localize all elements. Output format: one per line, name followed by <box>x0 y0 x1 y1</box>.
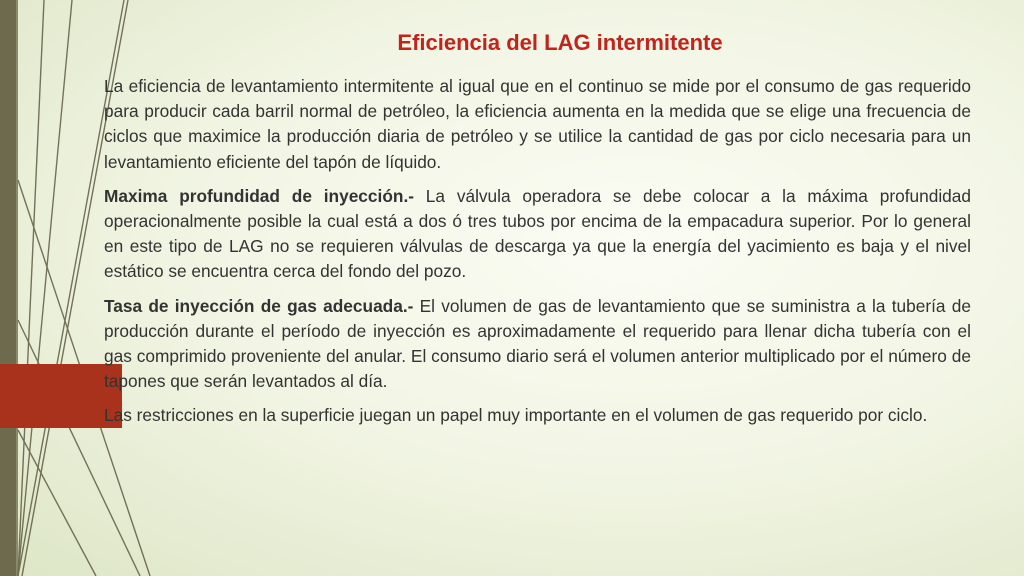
paragraph-max-depth-heading: Maxima profundidad de inyección.- <box>104 185 415 206</box>
paragraph-max-depth <box>104 184 971 285</box>
paragraph-intro <box>104 74 971 175</box>
paragraph-injection-rate-text: El volumen de gas de levantamiento que se suministra a la tubería de producción durante el período de inyección es aproximadamente el requerido para llenar dicha tubería con el gas comprimido proveniente del anular. El consumo diario será el volumen anterior multiplicado por el número de tapones que serán levantados al día. <box>104 295 971 392</box>
paragraph-restrictions <box>104 403 971 428</box>
paragraph-max-depth-text: La válvula operadora se debe colocar a la máxima profundidad operacionalmente posible la cual está a dos ó tres tubos por encima de la empacadura superior. Por lo general en este tipo de LAG no se requieren válvulas de descarga ya que la energía del yacimiento es baja y el nivel estático se encuentra cerca del fondo del pozo. <box>104 185 971 282</box>
slide-title: Eficiencia del LAG intermitente <box>397 30 723 55</box>
paragraph-injection-rate <box>104 294 971 395</box>
paragraph-intro-text: La eficiencia de levantamiento intermitente al igual que en el continuo se mide por el consumo de gas requerido para producir cada barril normal de petróleo, la eficiencia aumenta en la medida que se elige una frecuencia de ciclos que maximice la producción diaria de petróleo y se utilice la cantidad de gas por ciclo necesaria para un levantamiento eficiente del tapón de líquido. <box>104 76 971 172</box>
paragraph-restrictions-text: Las restricciones en la superficie juegan un papel muy importante en el volumen de gas requerido por ciclo. <box>104 405 928 426</box>
paragraph-injection-rate-heading: Tasa de inyección de gas adecuada.- <box>104 295 414 316</box>
slide-body <box>104 74 971 438</box>
